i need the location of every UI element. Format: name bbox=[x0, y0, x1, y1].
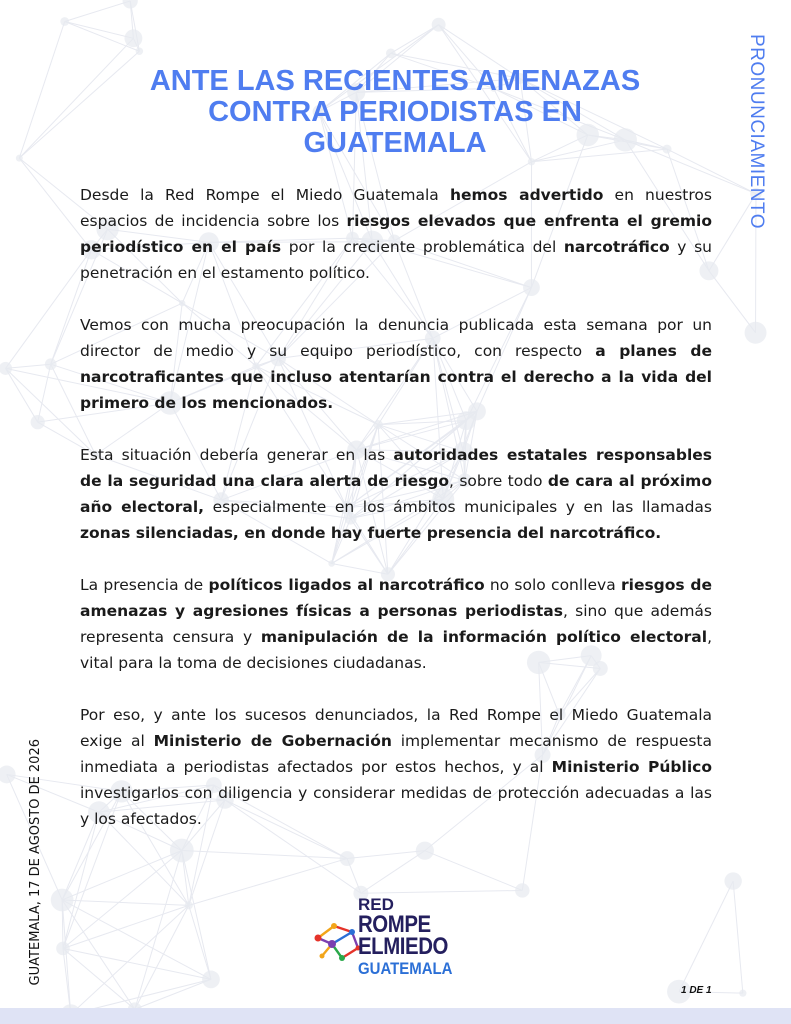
paragraph-text: Esta situación debería generar en las bbox=[80, 446, 394, 464]
network-node bbox=[136, 48, 143, 55]
network-node bbox=[432, 18, 446, 32]
network-node bbox=[386, 48, 396, 58]
emphasis-text: políticos ligados al narcotráfico bbox=[208, 576, 485, 594]
date-line-container bbox=[28, 740, 48, 985]
logo-wordmark bbox=[358, 896, 465, 977]
emphasis-text: riesgos elevados que enfrenta el gremio periodístico en el país bbox=[80, 212, 712, 256]
paragraph-text: por la creciente problemática del bbox=[281, 238, 564, 256]
red-rompe-el-miedo-logo bbox=[312, 892, 453, 986]
network-logo-icon bbox=[312, 918, 362, 966]
network-node bbox=[123, 0, 138, 9]
paragraph-text: La presencia de bbox=[80, 576, 209, 594]
title-line-3: GUATEMALA bbox=[303, 127, 487, 159]
paragraph-text: implementar mecanismo de respuesta inmediata a periodistas afectados por estos hechos, y al bbox=[80, 732, 713, 776]
network-node bbox=[0, 766, 16, 784]
network-node bbox=[124, 29, 142, 47]
network-node bbox=[56, 942, 70, 956]
network-line bbox=[62, 900, 211, 979]
logo-text-red: RED bbox=[358, 895, 394, 914]
network-line bbox=[63, 948, 135, 1009]
title-line-2: CONTRA PERIODISTAS EN bbox=[208, 96, 582, 128]
network-node bbox=[60, 17, 69, 26]
paragraph-text: Vemos con mucha preocupación la denuncia publicada esta semana por un director de medio y su equipo periodístico, con respecto bbox=[80, 316, 712, 360]
network-node bbox=[185, 901, 193, 909]
network-node bbox=[202, 971, 220, 989]
network-line bbox=[62, 900, 71, 1014]
emphasis-text: Ministerio de Gobernación bbox=[153, 732, 392, 750]
paragraph-text: , sobre todo bbox=[449, 472, 548, 490]
network-node bbox=[16, 155, 23, 162]
emphasis-text: autoridades estatales responsables de la seguridad una clara alerta de riesgo bbox=[80, 446, 712, 490]
emphasis-text: riesgos de amenazas y agresiones físicas a personas periodistas bbox=[80, 576, 712, 620]
footer-band bbox=[0, 1008, 791, 1024]
document-type-label: PRONUNCIAMIENTO bbox=[746, 34, 767, 230]
network-node bbox=[745, 322, 767, 344]
network-line bbox=[733, 881, 743, 993]
emphasis-text: manipulación de la información político electoral bbox=[260, 628, 708, 646]
network-line bbox=[391, 25, 439, 54]
network-line bbox=[135, 979, 211, 1009]
emphasis-text: narcotráfico bbox=[563, 238, 670, 256]
network-node bbox=[45, 358, 57, 370]
title-line-1: ANTE LAS RECIENTES AMENAZAS bbox=[149, 65, 641, 97]
date-line: GUATEMALA, 17 DE AGOSTO DE 2026 bbox=[28, 738, 43, 985]
emphasis-text: zonas silenciadas, en donde hay fuerte presencia del narcotráfico. bbox=[80, 524, 662, 542]
network-node bbox=[515, 883, 529, 897]
emphasis-text: hemos advertido bbox=[449, 186, 604, 204]
network-node bbox=[724, 872, 741, 889]
network-node bbox=[51, 889, 74, 912]
network-line bbox=[38, 364, 51, 422]
logo-text-elmiedo: ELMIEDO bbox=[358, 933, 448, 960]
paragraph-3 bbox=[80, 442, 712, 546]
page-title bbox=[120, 66, 670, 159]
paragraph-text: Por eso, y ante los sucesos denunciados, la Red Rompe el Miedo Guatemala exige al bbox=[80, 706, 712, 750]
logo-text-guatemala: GUATEMALA bbox=[358, 959, 453, 978]
paragraph-2 bbox=[80, 312, 712, 416]
network-line bbox=[189, 905, 211, 979]
network-line bbox=[65, 22, 134, 39]
emphasis-text: Ministerio Público bbox=[551, 758, 712, 776]
page-number: 1 DE 1 bbox=[681, 985, 712, 996]
network-line bbox=[709, 271, 756, 333]
network-line bbox=[65, 1, 130, 22]
network-node bbox=[528, 158, 535, 165]
paragraph-text: , sino que además representa censura y bbox=[80, 602, 712, 646]
logo-text-rompe: ROMPE bbox=[358, 911, 431, 938]
paragraph-4 bbox=[80, 572, 712, 676]
emphasis-text: de cara al próximo año electoral, bbox=[80, 472, 712, 516]
paragraph-text: y su penetración en el estamento político. bbox=[80, 238, 712, 282]
statement-body bbox=[80, 182, 712, 858]
paragraph-text: no solo conlleva bbox=[484, 576, 621, 594]
paragraph-5 bbox=[80, 702, 712, 832]
paragraph-text: investigarlos con diligencia y considerar medidas de protección adecuadas a las y los afectados. bbox=[80, 784, 712, 828]
emphasis-text: a planes de narcotraficantes que incluso atentarían contra el derecho a la vida del primero de los mencionados. bbox=[80, 342, 712, 412]
paragraph-text: especialmente en los ámbitos municipales y en las llamadas bbox=[204, 498, 712, 516]
network-line bbox=[6, 364, 51, 368]
network-line bbox=[62, 900, 135, 1009]
network-node bbox=[739, 990, 746, 997]
paragraph-1 bbox=[80, 182, 712, 286]
network-line bbox=[679, 881, 733, 992]
network-line bbox=[71, 905, 189, 1014]
network-line bbox=[6, 250, 92, 369]
paragraph-text: , vital para la toma de decisiones ciudadanas. bbox=[80, 628, 713, 672]
network-line bbox=[19, 38, 133, 158]
paragraph-text: en nuestros espacios de incidencia sobre los bbox=[80, 186, 712, 230]
network-node bbox=[31, 415, 45, 429]
paragraph-text: Desde la Red Rompe el Miedo Guatemala bbox=[80, 186, 450, 204]
